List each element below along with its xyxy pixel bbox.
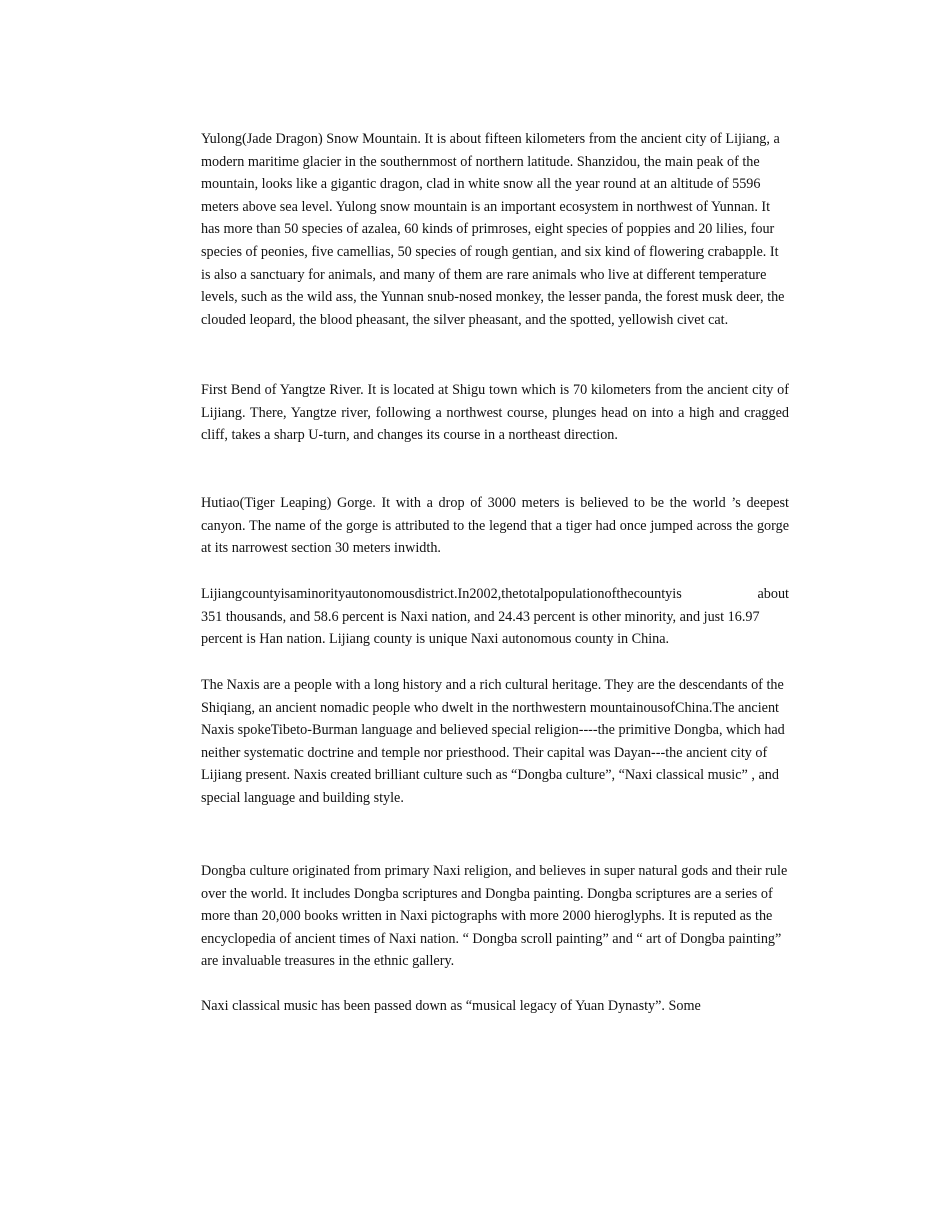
paragraph-naxi-people: The Naxis are a people with a long history and a rich cultural heritage. They are the descendants of the Shiqiang, an ancient nomadic people who dwelt in the northwestern mountainousofChina.The ancient Naxis spokeTibeto-Burman language and believed special religion----the primitive Dongba, which had neither systematic doctrine and temple nor priesthood. Their capital was Dayan---the ancient city of Lijiang present. Naxis created brilliant culture such as “Dongba culture”, “Naxi classical music” , and special language and building style. xyxy=(201,677,785,806)
first-line-end: about xyxy=(757,586,789,602)
first-line-text: Lijiangcountyisaminorityautonomousdistrict.In2002,thetotalpopulationofthecountyis xyxy=(201,586,682,602)
paragraph-first-bend-yangtze: First Bend of Yangtze River. It is located at Shigu town which is 70 kilometers from the ancient city of Lijiang. There, Yangtze river, following a northwest course, plunges head on into a high and cragged cliff, takes a sharp U-turn, and changes its course in a northeast direction. xyxy=(201,382,789,444)
paragraph-lijiang-county xyxy=(201,583,789,651)
paragraph-rest: 351 thousands, and 58.6 percent is Naxi nation, and 24.43 percent is other minority, and just 16.97 percent is Han nation. Lijiang county is unique Naxi autonomous county in China. xyxy=(201,608,760,648)
paragraph-naxi-classical-music: Naxi classical music has been passed down as “musical legacy of Yuan Dynasty”. Some xyxy=(201,998,701,1014)
paragraph-first-line xyxy=(201,583,789,606)
paragraph-tiger-leaping-gorge: Hutiao(Tiger Leaping) Gorge. It with a drop of 3000 meters is believed to be the world ’s deepest canyon. The name of the gorge is attributed to the legend that a tiger had once jumped across the gorge at its narrowest section 30 meters inwidth. xyxy=(201,495,789,557)
paragraph-yulong-snow-mountain: Yulong(Jade Dragon) Snow Mountain. It is about fifteen kilometers from the ancient city of Lijiang, a modern maritime glacier in the southernmost of northern latitude. Shanzidou, the main peak of the mountain, looks like a gigantic dragon, clad in white snow all the year round at an altitude of 5596 meters above sea level. Yulong snow mountain is an important ecosystem in northwest of Yunnan. It has more than 50 species of azalea, 60 kinds of primroses, eight species of poppies and 20 lilies, four species of peonies, five camellias, 50 species of rough gentian, and six kind of flowering crabapple. It is also a sanctuary for animals, and many of them are rare animals who live at different temperature levels, such as the wild ass, the Yunnan snub-nosed monkey, the lesser panda, the forest musk deer, the clouded leopard, the blood pheasant, the silver pheasant, and the spotted, yellowish civet cat. xyxy=(201,131,785,328)
paragraph-dongba-culture: Dongba culture originated from primary Naxi religion, and believes in super natural gods and their rule over the world. It includes Dongba scriptures and Dongba painting. Dongba scriptures are a series of more than 20,000 books written in Naxi pictographs with more 2000 hieroglyphs. It is reputed as the encyclopedia of ancient times of Naxi nation. “ Dongba scroll painting” and “ art of Dongba painting” are invaluable treasures in the ethnic gallery. xyxy=(201,863,788,970)
